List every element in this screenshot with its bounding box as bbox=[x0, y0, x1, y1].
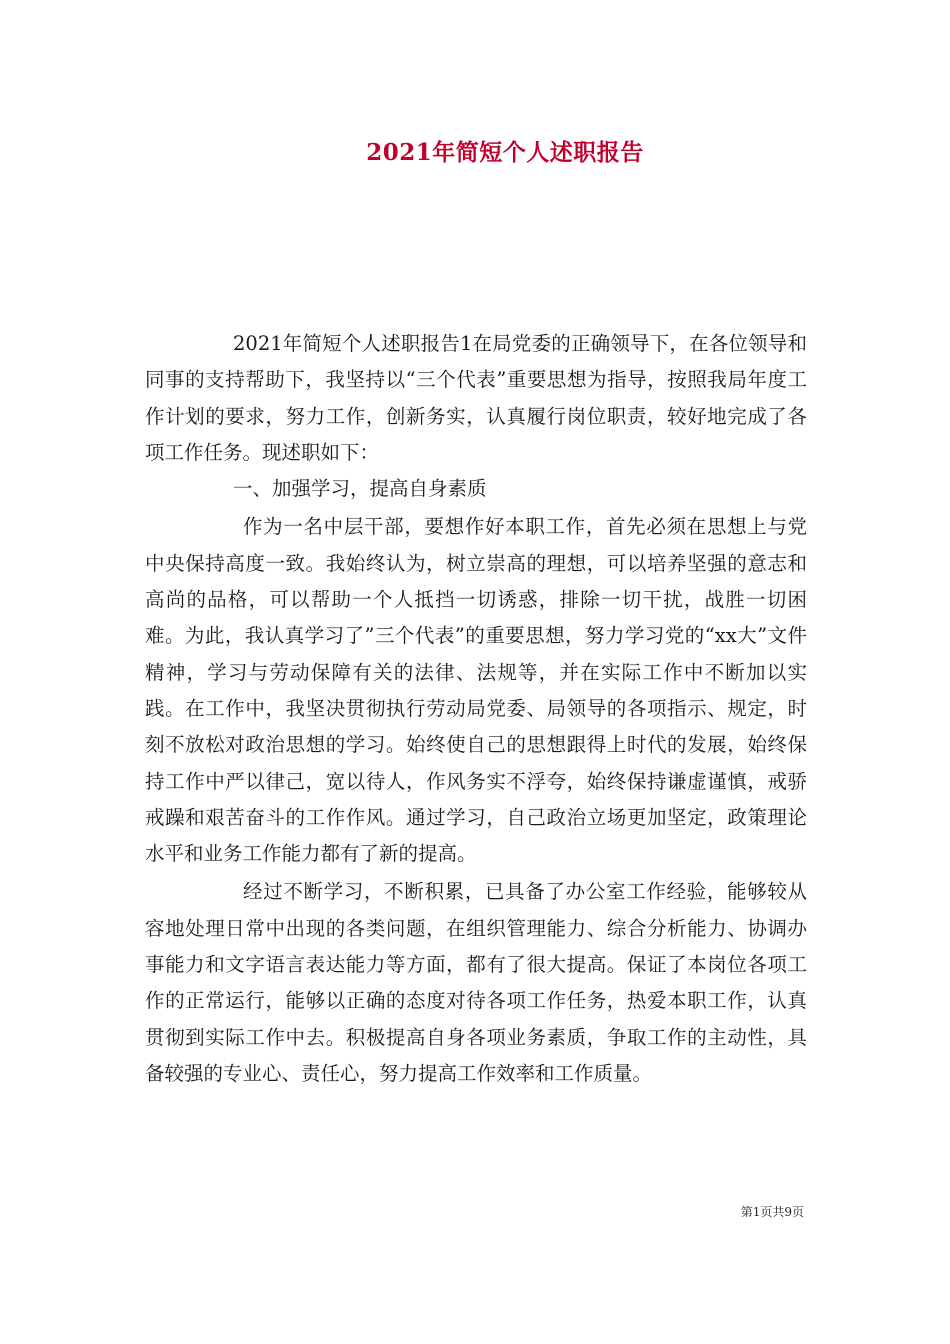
paragraph-study: 作为一名中层干部，要想作好本职工作，首先必须在思想上与党中央保持高度一致。我始终认为，树立崇高的理想，可以培养坚强的意志和高尚的品格，可以帮助一个人抵挡一切诱惑，排除一切干扰，战胜一切困难。为此，我认真学习了”三个代表”的重要思想，努力学习党的“xx大”文件精神，学习与劳动保障有关的法律、法规等，并在实际工作中不断加以实践。在工作中，我坚决贯彻执行劳动局党委、局领导的各项指示、规定，时刻不放松对政治思想的学习。始终使自己的思想跟得上时代的发展，始终保持工作中严以律己，宽以待人，作风务实不浮夸，始终保持谦虚谨慎，戒骄戒躁和艰苦奋斗的工作作风。通过学习，自己政治立场更加坚定，政策理论水平和业务工作能力都有了新的提高。 bbox=[145, 515, 807, 866]
page-number: 第1页共9页 bbox=[740, 1205, 804, 1219]
document-body bbox=[145, 326, 807, 1092]
paragraph-intro: 2021年简短个人述职报告1在局党委的正确领导下，在各位领导和同事的支持帮助下，我坚持以“三个代表”重要思想为指导，按照我局年度工作计划的要求，努力工作，创新务实，认真履行岗位职责，较好地完成了各项工作任务。现述职如下： bbox=[145, 332, 807, 464]
document-title: 2021年简短个人述职报告 bbox=[366, 139, 644, 166]
section-heading: 一、加强学习，提高自身素质 bbox=[233, 477, 487, 501]
paragraph-experience: 经过不断学习，不断积累，已具备了办公室工作经验，能够较从容地处理日常中出现的各类问题，在组织管理能力、综合分析能力、协调办事能力和文字语言表达能力等方面，都有了很大提高。保证了本岗位各项工作的正常运行，能够以正确的态度对待各项工作任务，热爱本职工作，认真贯彻到实际工作中去。积极提高自身各项业务素质，争取工作的主动性，具备较强的专业心、责任心，努力提高工作效率和工作质量。 bbox=[145, 880, 807, 1085]
